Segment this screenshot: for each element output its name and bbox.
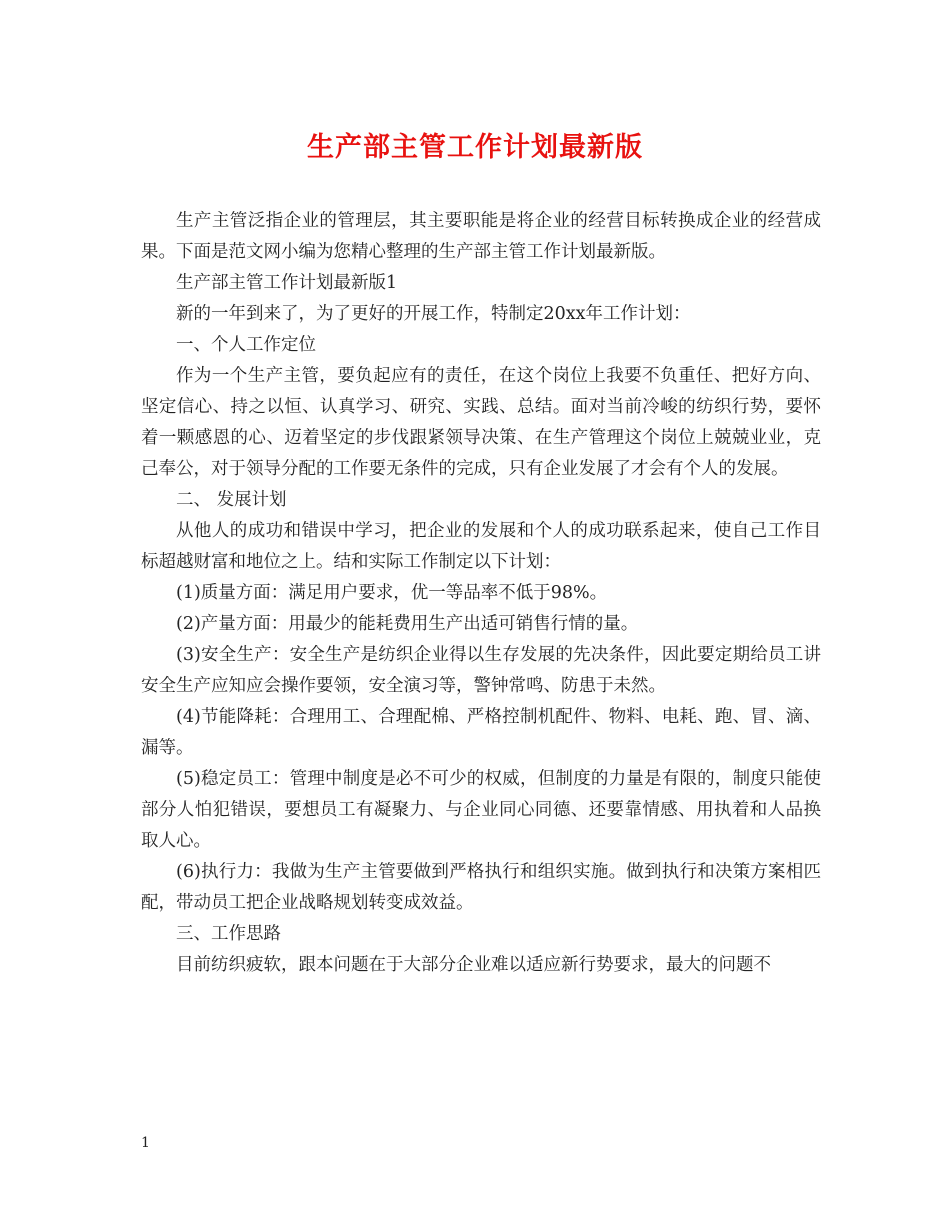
paragraph: 从他人的成功和错误中学习，把企业的发展和个人的成功联系起来，使自己工作目标超越财富和地位之上。结和实际工作制定以下计划： (141, 521, 821, 572)
plan-item: (3)安全生产：安全生产是纺织企业得以生存发展的先决条件，因此要定期给员工讲安全生产应知应会操作要领，安全演习等，警钟常鸣、防患于未然。 (141, 645, 821, 696)
plan-item: (5)稳定员工：管理中制度是必不可少的权威，但制度的力量是有限的，制度只能使部分人怕犯错误，要想员工有凝聚力、与企业同心同德、还要靠情感、用执着和人品换取人心。 (141, 769, 821, 851)
paragraph: 目前纺织疲软，跟本问题在于大部分企业难以适应新行势要求，最大的问题不 (176, 955, 771, 975)
document-title: 生产部主管工作计划最新版 (307, 132, 643, 163)
document-body (141, 206, 821, 981)
plan-item: (2)产量方面：用最少的能耗费用生产出适可销售行情的量。 (176, 614, 639, 634)
plan-item: (6)执行力：我做为生产主管要做到严格执行和组织实施。做到执行和决策方案相匹配，带动员工把企业战略规划转变成效益。 (141, 862, 821, 913)
section-heading: 三、工作思路 (176, 924, 281, 944)
section-heading: 二、 发展计划 (176, 490, 287, 510)
paragraph: 新的一年到来了，为了更好的开展工作，特制定20xx年工作计划： (176, 304, 691, 324)
page-number: 1 (141, 1135, 150, 1151)
section-heading: 一、个人工作定位 (176, 335, 316, 355)
plan-item: (4)节能降耗：合理用工、合理配棉、严格控制机配件、物料、电耗、跑、冒、滴、漏等。 (141, 707, 821, 758)
section-subtitle: 生产部主管工作计划最新版1 (176, 273, 398, 293)
paragraph: 作为一个生产主管，要负起应有的责任，在这个岗位上我要不负重任、把好方向、坚定信心、持之以恒、认真学习、研究、实践、总结。面对当前冷峻的纺织行势，要怀着一颗感恩的心、迈着坚定的步伐跟紧领导决策、在生产管理这个岗位上兢兢业业，克己奉公，对于领导分配的工作要无条件的完成，只有企业发展了才会有个人的发展。 (141, 366, 821, 479)
paragraph: 生产主管泛指企业的管理层，其主要职能是将企业的经营目标转换成企业的经营成果。下面是范文网小编为您精心整理的生产部主管工作计划最新版。 (141, 211, 821, 262)
plan-item: (1)质量方面：满足用户要求，优一等品率不低于98%。 (176, 583, 608, 603)
